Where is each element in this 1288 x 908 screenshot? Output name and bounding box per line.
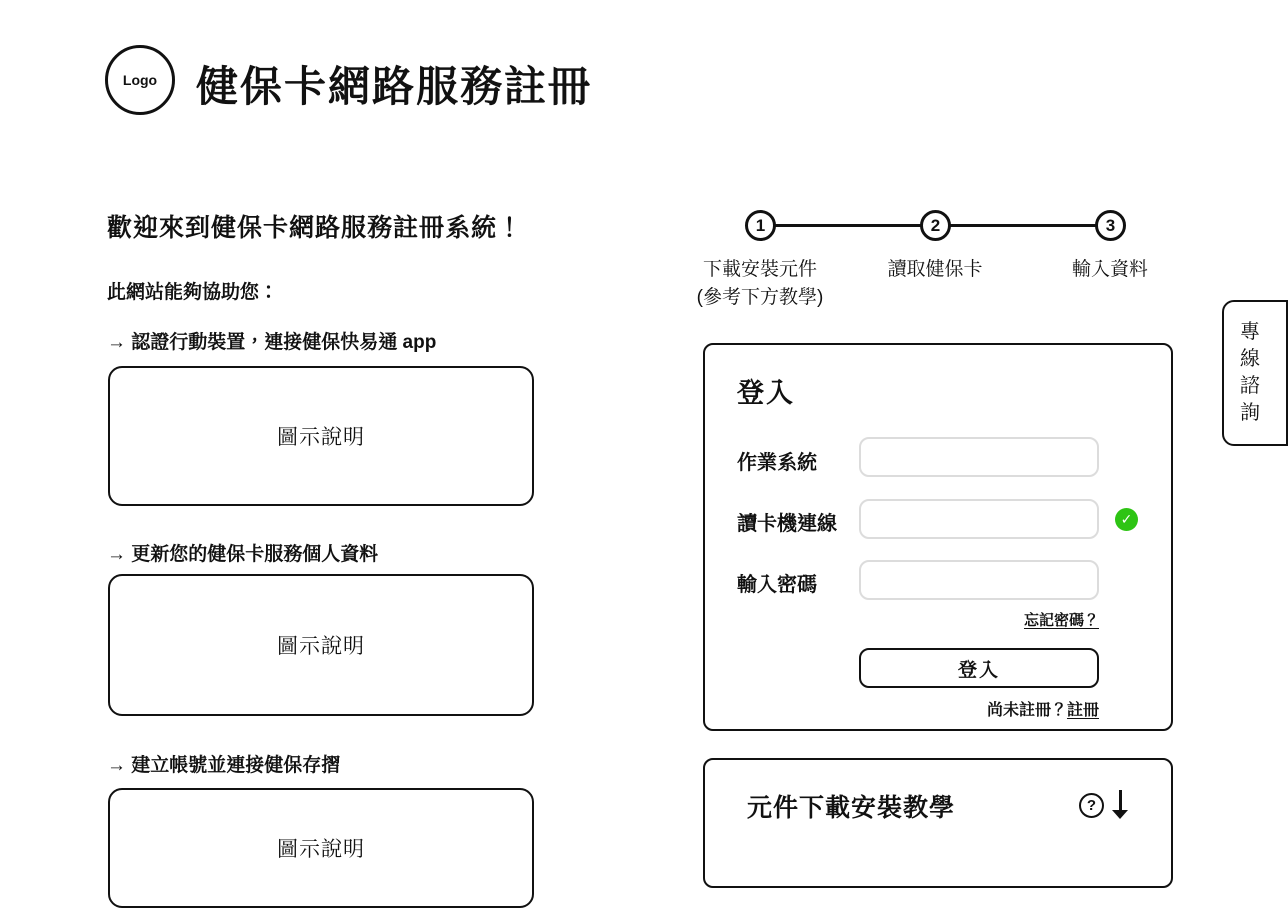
step-2-label: 讀取健保卡: [887, 259, 983, 280]
illustration-placeholder-text: 圖示說明: [277, 426, 365, 449]
help-glyph: ?: [1086, 797, 1097, 814]
illustration-placeholder-1: [108, 366, 534, 506]
hotline-char-3: 諮: [1240, 375, 1260, 397]
tutorial-card: [703, 758, 1173, 888]
step-connector-1-2: [774, 224, 922, 227]
step-3-circle: [1095, 210, 1126, 241]
step-3-label: 輸入資料: [1071, 259, 1148, 280]
illustration-placeholder-text: 圖示說明: [277, 838, 365, 861]
step-1-sublabel: (參考下方教學): [696, 287, 824, 308]
password-field-label: 輸入密碼: [737, 574, 817, 596]
logo: [105, 45, 175, 115]
download-icon[interactable]: [1119, 790, 1122, 816]
card-reader-input[interactable]: [859, 499, 1099, 539]
register-row: [859, 697, 1099, 720]
login-title: 登入: [737, 378, 795, 408]
hotline-consultation-tab[interactable]: [1222, 300, 1288, 446]
hotline-char-4: 詢: [1240, 402, 1260, 424]
register-link[interactable]: 註冊: [1066, 702, 1099, 719]
os-field-label: 作業系統: [737, 452, 817, 474]
login-card: [703, 343, 1173, 731]
welcome-heading: 歡迎來到健保卡網路服務註冊系統！: [107, 214, 524, 242]
check-glyph: ✓: [1120, 511, 1133, 527]
success-check-icon: [1115, 508, 1138, 531]
forgot-password-link[interactable]: 忘記密碼？: [1023, 612, 1099, 629]
register-prompt: 尚未註冊？: [986, 702, 1067, 719]
step-3-number: 3: [1105, 215, 1116, 235]
step-2-circle: [920, 210, 951, 241]
illustration-placeholder-text: 圖示說明: [277, 635, 365, 658]
step-1-label: 下載安裝元件: [702, 259, 817, 280]
forgot-password-row: [859, 609, 1099, 630]
page-title: 健保卡網路服務註冊: [196, 63, 593, 110]
illustration-placeholder-3: [108, 788, 534, 908]
intro-subheading: 此網站能夠協助您：: [107, 282, 279, 303]
illustration-placeholder-2: [108, 574, 534, 716]
password-input[interactable]: [859, 560, 1099, 600]
step-connector-2-3: [949, 224, 1097, 227]
feature-label-connect-app: → 認證行動裝置，連接健保快易通 app: [107, 332, 437, 353]
step-2-number: 2: [930, 215, 941, 235]
logo-label: Logo: [122, 72, 158, 88]
login-button[interactable]: 登入: [859, 648, 1099, 688]
step-1-number: 1: [755, 215, 766, 235]
step-1-circle: [745, 210, 776, 241]
feature-label-create-account: → 建立帳號並連接健保存摺: [107, 755, 341, 776]
os-input[interactable]: [859, 437, 1099, 477]
card-reader-field-label: 讀卡機連線: [737, 513, 837, 535]
hotline-char-1: 專: [1240, 321, 1260, 343]
tutorial-title: 元件下載安裝教學: [747, 794, 956, 822]
hotline-char-2: 線: [1240, 348, 1260, 370]
help-icon[interactable]: [1079, 793, 1104, 818]
feature-label-update-profile: → 更新您的健保卡服務個人資料: [107, 544, 379, 565]
